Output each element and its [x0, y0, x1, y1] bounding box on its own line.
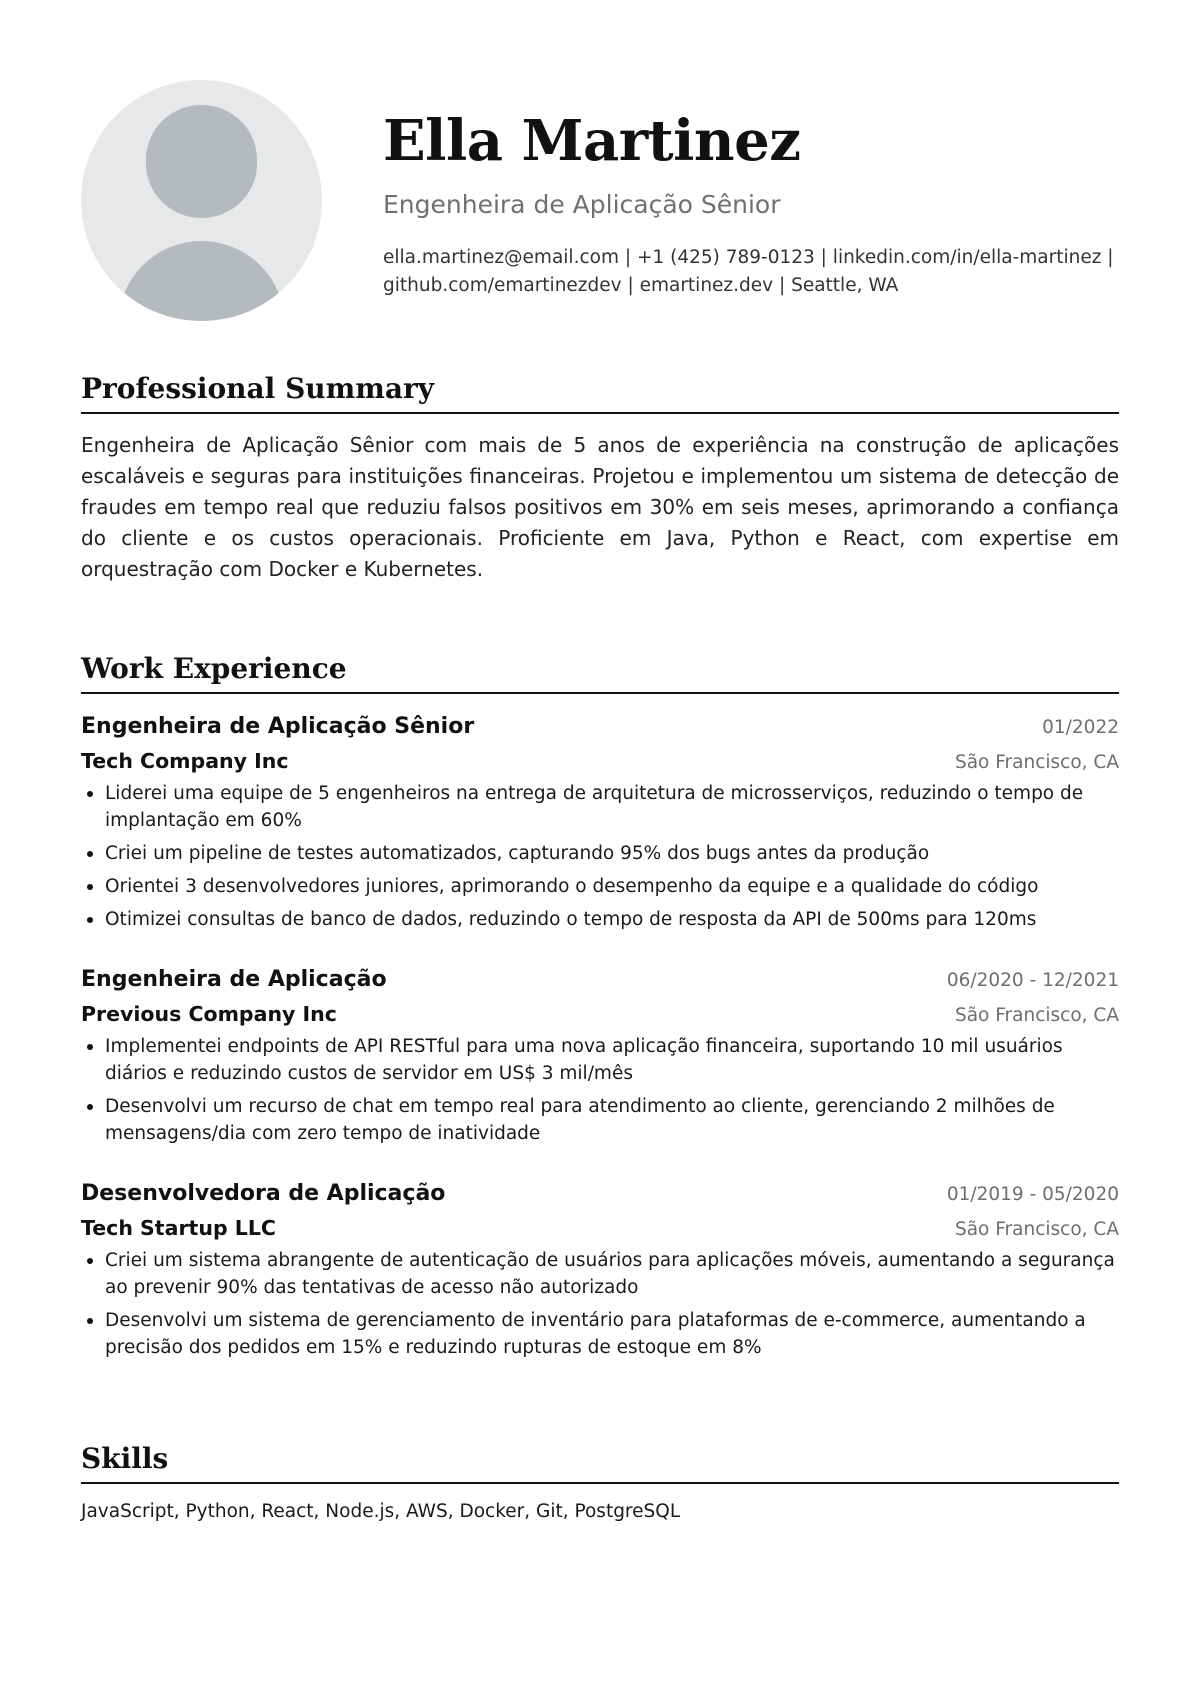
job-location: São Francisco, CA [954, 1219, 1119, 1240]
skills-section [81, 1440, 1119, 1526]
contact-line-2: github.com/emartinezdev | emartinez.dev | Seattle, WA [383, 275, 899, 296]
job-date: 06/2020 - 12/2021 [946, 970, 1119, 991]
job-entry [81, 710, 1119, 933]
avatar-placeholder-icon [81, 80, 322, 321]
job-bullet: Desenvolvi um recurso de chat em tempo real para atendimento ao cliente, gerenciando 2 milhões de mensagens/dia com zero tempo de inatividade [81, 1093, 1119, 1147]
job-entry [81, 1177, 1119, 1361]
job-title: Engenheira de Aplicação [81, 967, 387, 992]
job-bullets [81, 780, 1119, 933]
skills-list: JavaScript, Python, React, Node.js, AWS, Docker, Git, PostgreSQL [81, 1501, 681, 1522]
candidate-title: Engenheira de Aplicação Sênior [383, 190, 781, 219]
summary-section [81, 370, 1119, 585]
job-bullet: Liderei uma equipe de 5 engenheiros na entrega de arquitetura de microsserviços, reduzindo o tempo de implantação em 60% [81, 780, 1119, 834]
avatar-body-shape [118, 241, 285, 321]
job-header-row [81, 710, 1119, 744]
skills-heading: Skills [81, 1440, 1119, 1484]
job-bullet: Otimizei consultas de banco de dados, reduzindo o tempo de resposta da API de 500ms para 120ms [81, 906, 1119, 933]
candidate-name: Ella Martinez [383, 108, 801, 174]
job-entry [81, 963, 1119, 1147]
job-company-row [81, 744, 1119, 778]
summary-heading: Professional Summary [81, 370, 1119, 414]
job-bullet: Criei um pipeline de testes automatizados, capturando 95% dos bugs antes da produção [81, 840, 1119, 867]
summary-text: Engenheira de Aplicação Sênior com mais de 5 anos de experiência na construção de aplicações escaláveis e seguras para instituições financeiras. Projetou e implementou um sistema de detecção de fraudes em tempo real que reduziu falsos positivos em 30% em seis meses, aprimorando a confiança do cliente e os custos operacionais. Proficiente em Java, Python e React, com expertise em orquestração com Docker e Kubernetes. [81, 433, 1119, 581]
job-title: Desenvolvedora de Aplicação [81, 1181, 446, 1206]
job-company: Previous Company Inc [81, 1002, 337, 1026]
experience-section [81, 650, 1119, 1367]
avatar-head-shape [146, 105, 257, 218]
job-header-row [81, 1177, 1119, 1211]
job-bullets [81, 1247, 1119, 1361]
resume-header [81, 80, 1119, 325]
job-company-row [81, 1211, 1119, 1245]
job-bullets [81, 1033, 1119, 1147]
contact-line-1: ella.martinez@email.com | +1 (425) 789-0123 | linkedin.com/in/ella-martinez | [383, 247, 1114, 268]
job-bullet: Desenvolvi um sistema de gerenciamento de inventário para plataformas de e-commerce, aumentando a precisão dos pedidos em 15% e reduzindo rupturas de estoque em 8% [81, 1307, 1119, 1361]
job-date: 01/2019 - 05/2020 [946, 1184, 1119, 1205]
job-header-row [81, 963, 1119, 997]
job-company-row [81, 997, 1119, 1031]
contact-info [383, 244, 1119, 300]
job-company: Tech Company Inc [81, 749, 289, 773]
experience-heading: Work Experience [81, 650, 1119, 694]
job-date: 01/2022 [1042, 717, 1119, 738]
job-bullet: Criei um sistema abrangente de autenticação de usuários para aplicações móveis, aumentando a segurança ao prevenir 90% das tentativas de acesso não autorizado [81, 1247, 1119, 1301]
job-location: São Francisco, CA [954, 752, 1119, 773]
job-location: São Francisco, CA [954, 1005, 1119, 1026]
job-company: Tech Startup LLC [81, 1216, 276, 1240]
job-bullet: Orientei 3 desenvolvedores juniores, aprimorando o desempenho da equipe e a qualidade do código [81, 873, 1119, 900]
job-title: Engenheira de Aplicação Sênior [81, 714, 475, 739]
job-bullet: Implementei endpoints de API RESTful para uma nova aplicação financeira, suportando 10 mil usuários diários e reduzindo custos de servidor em US$ 3 mil/mês [81, 1033, 1119, 1087]
